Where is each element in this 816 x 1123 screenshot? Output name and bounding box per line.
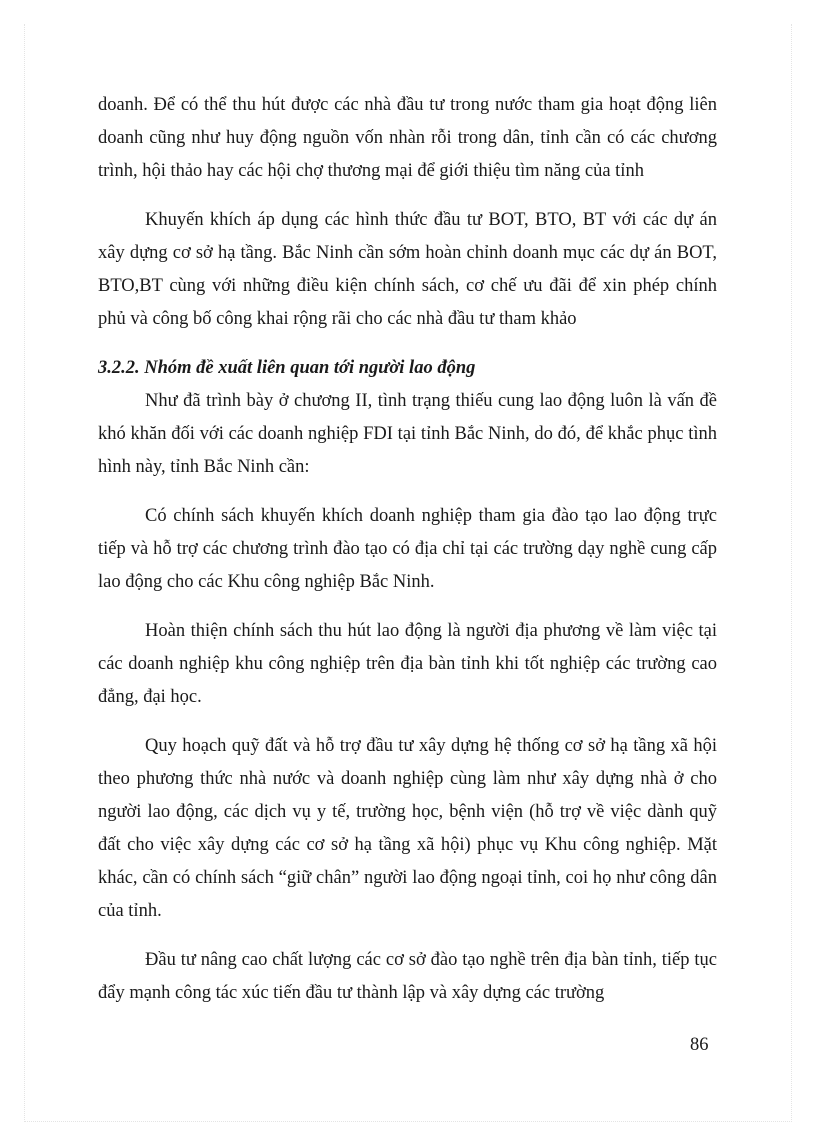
- page-number: 86: [690, 1035, 709, 1055]
- paragraph-local-labor: Hoàn thiện chính sách thu hút lao động là người địa phương về làm việc tại các doanh nghiệp khu công nghiệp trên địa bàn tỉnh khi tốt nghiệp các trường cao đẳng, đại học.: [98, 621, 717, 707]
- paragraph-vocational-training: Đầu tư nâng cao chất lượng các cơ sở đào tạo nghề trên địa bàn tỉnh, tiếp tục đẩy mạnh công tác xúc tiến đầu tư thành lập và xây dựng các trường: [98, 950, 717, 1003]
- paragraph-training-policy: Có chính sách khuyến khích doanh nghiệp tham gia đào tạo lao động trực tiếp và hỗ trợ các chương trình đào tạo có địa chỉ tại các trường dạy nghề cung cấp lao động cho các Khu công nghiệp Bắc Ninh.: [98, 506, 717, 592]
- paragraph-continuation: doanh. Để có thể thu hút được các nhà đầu tư trong nước tham gia hoạt động liên doanh cũng như huy động nguồn vốn nhàn rỗi trong dân, tỉnh cần có các chương trình, hội thảo hay các hội chợ thương mại để giới thiệu tìm năng của tỉnh: [98, 95, 717, 181]
- paragraph-bot-investment: Khuyến khích áp dụng các hình thức đầu tư BOT, BTO, BT với các dự án xây dựng cơ sở hạ tầng. Bắc Ninh cần sớm hoàn chỉnh doanh mục các dự án BOT, BTO,BT cùng với những điều kiện chính sách, cơ chế ưu đãi để xin phép chính phủ và công bố công khai rộng rãi cho các nhà đầu tư tham khảo: [98, 210, 717, 329]
- section-heading: 3.2.2. Nhóm đề xuất liên quan tới người lao động: [98, 358, 476, 378]
- document-body: [98, 89, 717, 1010]
- paragraph-land-planning: Quy hoạch quỹ đất và hỗ trợ đầu tư xây dựng hệ thống cơ sở hạ tầng xã hội theo phương thức nhà nước và doanh nghiệp cùng làm như xây dựng nhà ở cho người lao động, các dịch vụ y tế, trường học, bệnh viện (hỗ trợ về việc dành quỹ đất cho việc xây dựng các cơ sở hạ tầng xã hội) phục vụ Khu công nghiệp. Mặt khác, cần có chính sách “giữ chân” người lao động ngoại tỉnh, coi họ như công dân của tỉnh.: [98, 736, 717, 921]
- paragraph-labor-shortage: Như đã trình bày ở chương II, tình trạng thiếu cung lao động luôn là vấn đề khó khăn đối với các doanh nghiệp FDI tại tỉnh Bắc Ninh, do đó, để khắc phục tình hình này, tỉnh Bắc Ninh cần:: [98, 391, 717, 477]
